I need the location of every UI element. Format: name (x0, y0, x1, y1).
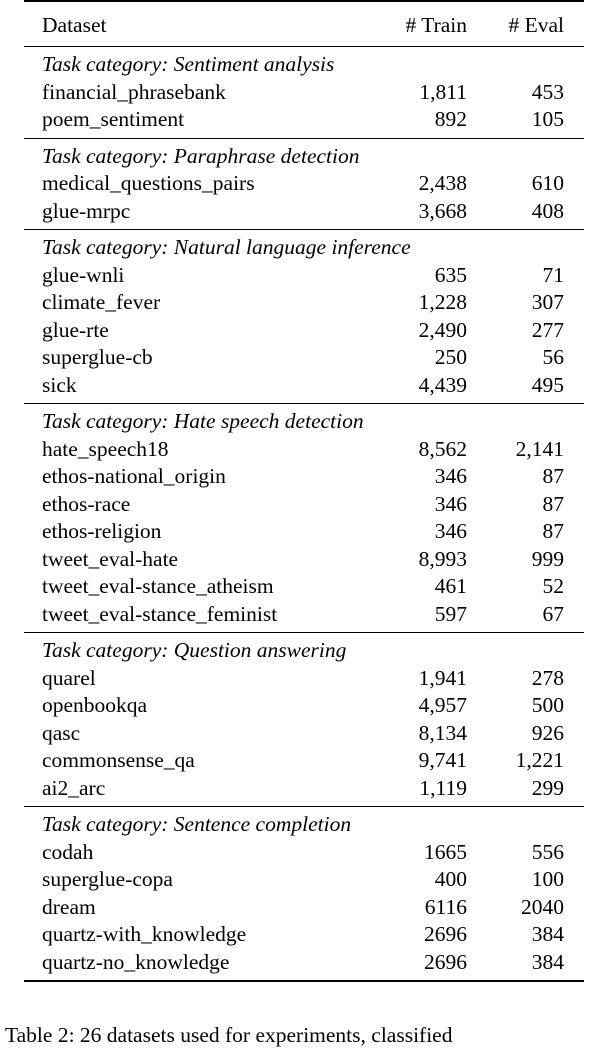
dataset-name-cell: quartz-with_knowledge (42, 922, 247, 946)
dataset-name-cell: quarel (42, 665, 96, 690)
category-label: Task category: Hate speech detection (42, 409, 364, 433)
table-row (24, 198, 584, 226)
header-eval: # Eval (508, 13, 564, 37)
dataset-name-cell: commonsense_qa (42, 748, 195, 772)
table-row (24, 170, 584, 198)
header-dataset: Dataset (42, 13, 107, 37)
table-row (24, 317, 584, 345)
category-row (24, 811, 584, 839)
table-row (24, 839, 584, 867)
train-count-cell: 635 (434, 262, 467, 287)
category-label: Task category: Sentence completion (42, 812, 352, 836)
table-row (24, 546, 584, 574)
train-count-cell: 2696 (424, 922, 467, 946)
eval-count-cell: 277 (531, 317, 564, 342)
category-group (24, 633, 584, 806)
table-row (24, 262, 584, 290)
eval-count-cell: 87 (542, 464, 564, 488)
table-row (24, 601, 584, 629)
dataset-name-cell: tweet_eval-stance_feminist (42, 601, 278, 626)
eval-count-cell: 100 (531, 867, 564, 891)
dataset-name-cell: qasc (42, 720, 81, 745)
train-count-cell: 8,993 (418, 546, 467, 571)
eval-count-cell: 105 (531, 107, 564, 131)
train-count-cell: 1,941 (418, 665, 467, 690)
dataset-name-cell: ethos-national_origin (42, 464, 226, 488)
table-caption: Table 2: 26 datasets used for experiments, classified (5, 1023, 453, 1047)
eval-count-cell: 67 (542, 601, 564, 626)
table-row (24, 344, 584, 372)
eval-count-cell: 278 (531, 665, 564, 690)
train-count-cell: 2,490 (418, 317, 467, 342)
table-row (24, 573, 584, 601)
train-count-cell: 892 (434, 107, 467, 131)
table-row (24, 436, 584, 464)
eval-count-cell: 500 (531, 693, 564, 717)
category-row (24, 637, 584, 665)
dataset-name-cell: openbookqa (42, 693, 148, 717)
category-label: Task category: Sentiment analysis (42, 52, 335, 76)
train-count-cell: 597 (434, 601, 467, 626)
train-count-cell: 346 (434, 519, 467, 543)
dataset-name-cell: hate_speech18 (42, 436, 169, 461)
table-row (24, 747, 584, 775)
train-count-cell: 346 (434, 491, 467, 516)
train-count-cell: 4,957 (418, 693, 467, 717)
dataset-name-cell: tweet_eval-hate (42, 546, 179, 571)
table-row (24, 79, 584, 107)
train-count-cell: 461 (434, 574, 467, 598)
eval-count-cell: 87 (542, 491, 564, 516)
category-label: Task category: Paraphrase detection (42, 143, 360, 168)
eval-count-cell: 610 (531, 171, 564, 195)
table-row (24, 921, 584, 949)
table-row (24, 106, 584, 134)
category-row (24, 143, 584, 171)
train-count-cell: 3,668 (418, 198, 467, 223)
dataset-name-cell: glue-rte (42, 317, 109, 342)
table-row (24, 894, 584, 922)
eval-count-cell: 87 (542, 519, 564, 543)
train-count-cell: 9,741 (418, 748, 467, 772)
category-label: Task category: Natural language inference (42, 235, 411, 259)
train-count-cell: 4,439 (418, 372, 467, 397)
eval-count-cell: 52 (542, 574, 564, 598)
table-row (24, 720, 584, 748)
table-row (24, 518, 584, 546)
train-count-cell: 1665 (424, 839, 467, 864)
train-count-cell: 346 (434, 464, 467, 488)
table-row (24, 949, 584, 977)
train-count-cell: 400 (434, 867, 467, 891)
eval-count-cell: 453 (531, 79, 564, 104)
dataset-name-cell: quartz-no_knowledge (42, 949, 230, 974)
dataset-name-cell: financial_phrasebank (42, 79, 226, 104)
table-row (24, 665, 584, 693)
dataset-name-cell: superglue-copa (42, 867, 173, 891)
dataset-name-cell: ethos-race (42, 491, 131, 516)
eval-count-cell: 307 (531, 290, 564, 314)
category-group (24, 139, 584, 230)
table-row (24, 463, 584, 491)
train-count-cell: 6116 (424, 894, 467, 919)
category-group (24, 230, 584, 403)
dataset-name-cell: glue-mrpc (42, 198, 131, 223)
train-count-cell: 2696 (424, 949, 467, 974)
category-label: Task category: Question answering (42, 638, 347, 662)
eval-count-cell: 2,141 (515, 436, 564, 461)
dataset-name-cell: climate_fever (42, 290, 161, 314)
train-count-cell: 1,228 (418, 290, 467, 314)
dataset-name-cell: codah (42, 839, 94, 864)
train-count-cell: 8,562 (418, 436, 467, 461)
category-group (24, 404, 584, 632)
table-bottom-rule (24, 980, 584, 982)
train-count-cell: 1,811 (419, 79, 467, 104)
dataset-name-cell: sick (42, 372, 77, 397)
header-train: # Train (405, 13, 467, 37)
category-row (24, 234, 584, 262)
dataset-name-cell: ai2_arc (42, 775, 106, 800)
dataset-name-cell: superglue-cb (42, 345, 153, 369)
eval-count-cell: 999 (531, 546, 564, 571)
table-row (24, 775, 584, 803)
train-count-cell: 250 (434, 345, 467, 369)
category-row (24, 408, 584, 436)
eval-count-cell: 2040 (521, 894, 564, 919)
dataset-name-cell: medical_questions_pairs (42, 171, 255, 195)
eval-count-cell: 71 (542, 262, 564, 287)
table-row (24, 372, 584, 400)
dataset-name-cell: tweet_eval-stance_atheism (42, 574, 274, 598)
eval-count-cell: 56 (542, 345, 564, 369)
eval-count-cell: 495 (531, 372, 564, 397)
dataset-name-cell: ethos-religion (42, 519, 162, 543)
train-count-cell: 1,119 (419, 775, 467, 800)
eval-count-cell: 408 (531, 198, 564, 223)
table-row (24, 692, 584, 720)
table-header-row (24, 2, 584, 46)
eval-count-cell: 384 (531, 922, 564, 946)
table-row (24, 289, 584, 317)
eval-count-cell: 299 (531, 775, 564, 800)
table-row (24, 866, 584, 894)
eval-count-cell: 384 (531, 949, 564, 974)
train-count-cell: 2,438 (418, 171, 467, 195)
eval-count-cell: 1,221 (515, 748, 564, 772)
eval-count-cell: 926 (531, 720, 564, 745)
category-row (24, 51, 584, 79)
table-row (24, 491, 584, 519)
dataset-name-cell: dream (42, 894, 96, 919)
eval-count-cell: 556 (531, 839, 564, 864)
dataset-table (24, 0, 584, 982)
train-count-cell: 8,134 (418, 720, 467, 745)
category-group (24, 807, 584, 980)
dataset-name-cell: poem_sentiment (42, 107, 185, 131)
dataset-name-cell: glue-wnli (42, 262, 125, 287)
table-body (24, 46, 584, 982)
category-group (24, 47, 584, 138)
